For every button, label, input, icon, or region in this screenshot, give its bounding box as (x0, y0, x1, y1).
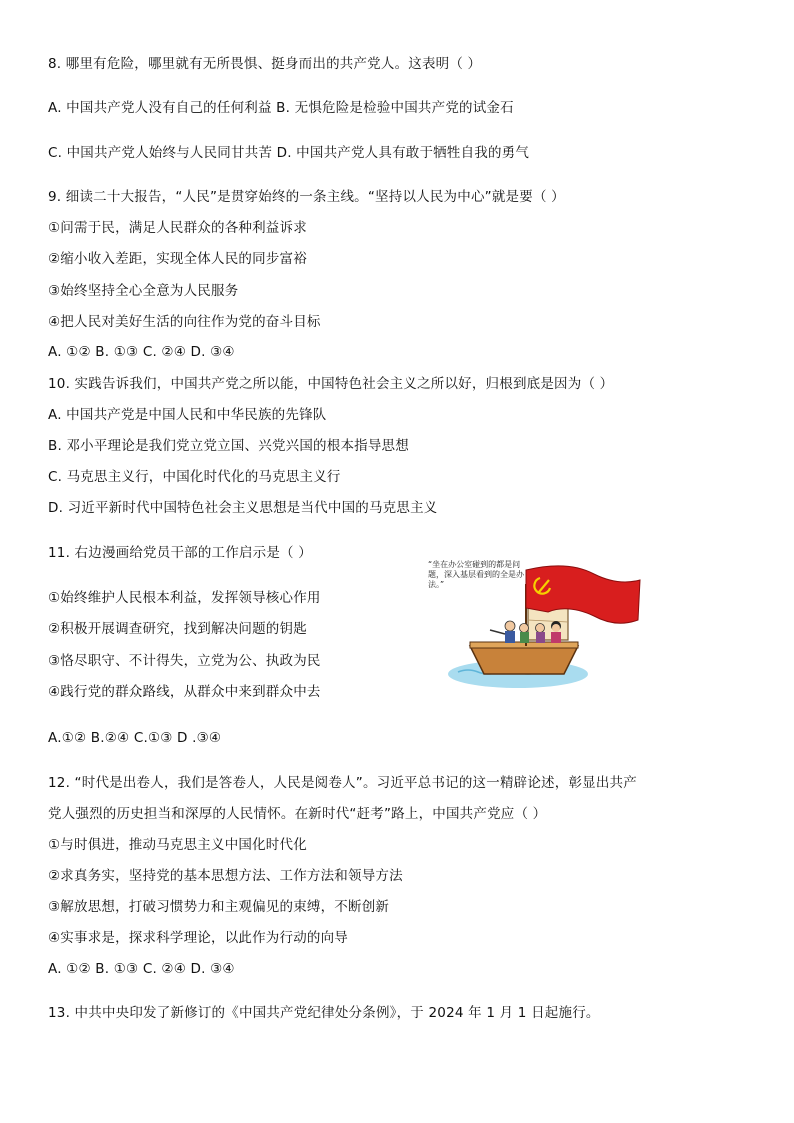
q12-statement-2: ②求真务实，坚持党的基本思想方法、工作方法和领导方法 (48, 868, 403, 884)
q11-statement-3: ③恪尽职守、不计得失，立党为公、执政为民 (48, 653, 321, 669)
q9-statement-1: ①问需于民，满足人民群众的各种利益诉求 (48, 220, 307, 236)
cartoon-caption: “坐在办公室碰到的都是问题，深入基层看到的全是办法。” (428, 560, 524, 589)
q10-option-d: D. 习近平新时代中国特色社会主义思想是当代中国的马克思主义 (48, 500, 438, 516)
q11-statement-4: ④践行党的群众路线，从群众中来到群众中去 (48, 684, 321, 700)
q9-statement-3: ③始终坚持全心全意为人民服务 (48, 283, 239, 299)
q12-statement-4: ④实事求是，探求科学理论，以此作为行动的向导 (48, 930, 349, 946)
q12-statement-3: ③解放思想，打破习惯势力和主观偏见的束缚，不断创新 (48, 899, 390, 915)
q10-option-c: C. 马克思主义行，中国化时代化的马克思主义行 (48, 469, 341, 485)
q12-stem-line-2: 党人强烈的历史担当和深厚的人民情怀。在新时代“赶考”路上，中国共产党应（ ） (48, 806, 547, 822)
q10-option-b: B. 邓小平理论是我们党立党立国、兴党兴国的根本指导思想 (48, 438, 409, 454)
q9-statement-4: ④把人民对美好生活的向往作为党的奋斗目标 (48, 314, 321, 330)
q10-stem: 10. 实践告诉我们，中国共产党之所以能，中国特色社会主义之所以好，归根到底是因为（ ） (48, 376, 614, 392)
q11-statement-1: ①始终维护人民根本利益，发挥领导核心作用 (48, 590, 321, 606)
boat-hull (470, 646, 578, 674)
q11-options: A.①② B.②④ C.①③ D .③④ (48, 730, 222, 746)
q12-options: A. ①② B. ①③ C. ②④ D. ③④ (48, 961, 235, 977)
q10-option-a: A. 中国共产党是中国人民和中华民族的先锋队 (48, 407, 327, 423)
q12-stem-line-1: 12. “时代是出卷人，我们是答卷人，人民是阅卷人”。习近平总书记的这一精辟论述，彰显出共产 (48, 775, 637, 791)
q8-options-cd: C. 中国共产党人始终与人民同甘共苦 D. 中国共产党人具有敢于牺牲自我的勇气 (48, 145, 530, 161)
q12-statement-1: ①与时俱进，推动马克思主义中国化时代化 (48, 837, 307, 853)
q13-stem: 13. 中共中央印发了新修订的《中国共产党纪律处分条例》，于 2024 年 1 月 1 日起施行。 (48, 1005, 600, 1021)
q8-options-ab: A. 中国共产党人没有自己的任何利益 B. 无惧危险是检验中国共产党的试金石 (48, 100, 514, 116)
q9-options: A. ①② B. ①③ C. ②④ D. ③④ (48, 344, 235, 360)
q11-statement-2: ②积极开展调查研究，找到解决问题的钥匙 (48, 621, 307, 637)
q9-statement-2: ②缩小收入差距，实现全体人民的同步富裕 (48, 251, 307, 267)
q8-stem: 8. 哪里有危险，哪里就有无所畏惧、挺身而出的共产党人。这表明（ ） (48, 56, 482, 72)
q9-stem: 9. 细读二十大报告，“人民”是贯穿始终的一条主线。“坚持以人民为中心”就是要（ ） (48, 189, 565, 205)
q11-stem: 11. 右边漫画给党员干部的工作启示是（ ） (48, 545, 312, 561)
